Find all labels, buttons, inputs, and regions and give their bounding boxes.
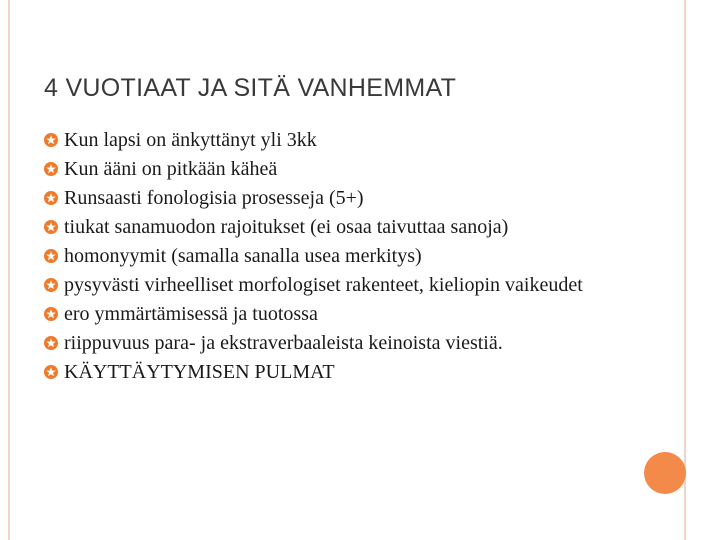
bullet-text: KÄYTTÄYTYMISEN PULMAT (64, 361, 335, 383)
star-bullet-icon (44, 365, 58, 379)
bullet-text: pysyvästi virheelliset morfologiset rakenteet, kieliopin vaikeudet (64, 274, 583, 296)
bullet-list (44, 128, 644, 389)
bullet-text: Kun ääni on pitkään käheä (64, 158, 278, 180)
bullet-item (44, 128, 644, 152)
star-bullet-icon (44, 249, 58, 263)
bullet-item (44, 157, 644, 181)
bullet-text: ero ymmärtämisessä ja tuotossa (64, 303, 318, 325)
star-bullet-icon (44, 191, 58, 205)
bullet-text: Kun lapsi on änkyttänyt yli 3kk (64, 129, 317, 151)
bullet-text: riippuvuus para- ja ekstraverbaaleista keinoista viestiä. (64, 332, 503, 354)
bullet-item (44, 273, 644, 297)
decorative-orange-circle (644, 452, 686, 494)
bullet-item (44, 360, 644, 384)
bullet-item (44, 331, 644, 355)
star-bullet-icon (44, 220, 58, 234)
star-bullet-icon (44, 278, 58, 292)
star-bullet-icon (44, 162, 58, 176)
bullet-text: homonyymit (samalla sanalla usea merkitys) (64, 245, 422, 267)
bullet-item (44, 186, 644, 210)
star-bullet-icon (44, 307, 58, 321)
bullet-item (44, 244, 644, 268)
star-bullet-icon (44, 133, 58, 147)
bullet-text: tiukat sanamuodon rajoitukset (ei osaa taivuttaa sanoja) (64, 216, 509, 238)
bullet-text: Runsaasti fonologisia prosesseja (5+) (64, 187, 364, 209)
bullet-item (44, 302, 644, 326)
bullet-item (44, 215, 644, 239)
slide-title: 4 VUOTIAAT JA SITÄ VANHEMMAT (44, 74, 457, 102)
star-bullet-icon (44, 336, 58, 350)
